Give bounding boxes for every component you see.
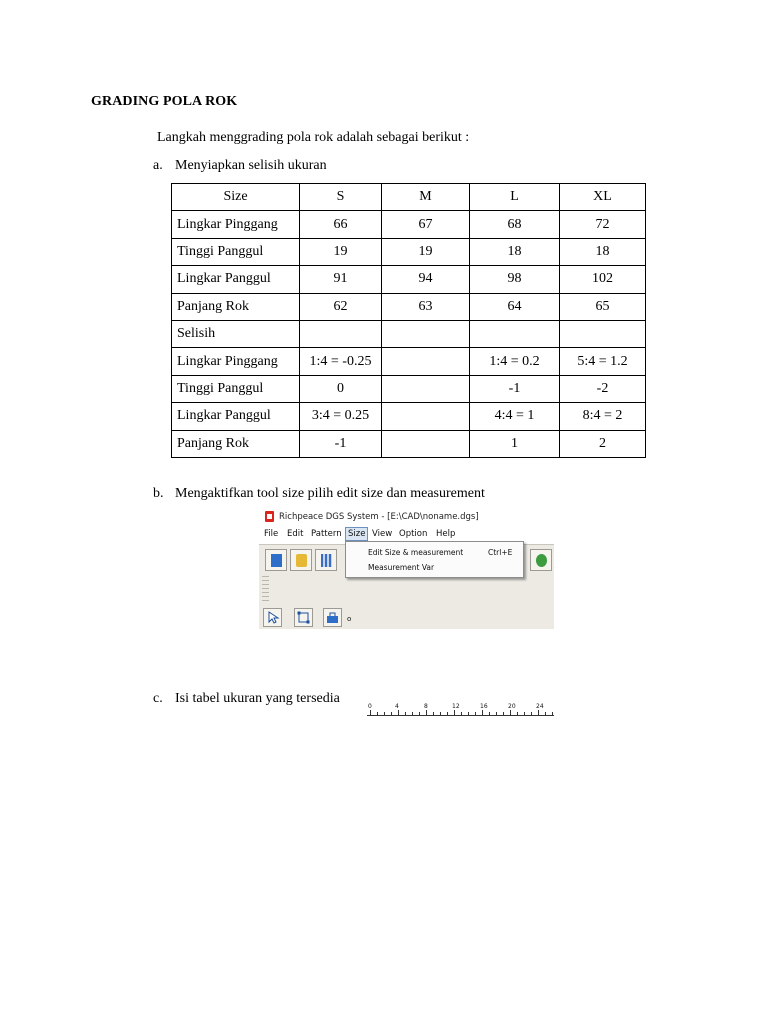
green-shape-icon — [536, 554, 547, 567]
table-cell: Panjang Rok — [172, 293, 300, 320]
ruler-tick — [538, 710, 539, 715]
ruler-tick — [503, 712, 504, 715]
new-file-button[interactable] — [265, 549, 287, 571]
step-a-text: Menyiapkan selisih ukuran — [175, 158, 327, 173]
table-cell: Lingkar Panggul — [172, 266, 300, 293]
ruler-tick — [405, 712, 406, 715]
toolbar-grip[interactable] — [262, 576, 269, 604]
table-header-cell: XL — [560, 184, 646, 211]
step-a-label: a. — [153, 158, 163, 173]
ruler-tick — [384, 712, 385, 715]
green-shape-button[interactable] — [530, 549, 552, 571]
table-cell: 18 — [470, 238, 560, 265]
table-cell — [382, 320, 470, 347]
ruler-tick — [531, 712, 532, 715]
table-cell: 65 — [560, 293, 646, 320]
ruler-tick — [517, 712, 518, 715]
size-difference-table — [171, 183, 646, 458]
table-cell — [382, 375, 470, 402]
table-row — [172, 211, 646, 238]
table-row — [172, 375, 646, 402]
table-cell: 3:4 = 0.25 — [300, 403, 382, 430]
table-cell: 64 — [470, 293, 560, 320]
table-cell: Lingkar Pinggang — [172, 211, 300, 238]
table-cell: 91 — [300, 266, 382, 293]
ruler-tick — [412, 712, 413, 715]
bag-button[interactable] — [323, 608, 342, 627]
table-header-cell: L — [470, 184, 560, 211]
table-cell — [382, 430, 470, 457]
ruler-tick — [426, 710, 427, 715]
ruler-tick — [524, 712, 525, 715]
ruler-tick — [475, 712, 476, 715]
drawing-toolbar — [259, 606, 554, 710]
table-row — [172, 266, 646, 293]
table-cell: 68 — [470, 211, 560, 238]
table-cell: 67 — [382, 211, 470, 238]
ruler-label: 16 — [480, 703, 488, 710]
table-cell: Tinggi Panggul — [172, 238, 300, 265]
step-a — [153, 158, 327, 174]
table-cell: Panjang Rok — [172, 430, 300, 457]
table-cell: 63 — [382, 293, 470, 320]
table-header-cell: S — [300, 184, 382, 211]
table-cell: 19 — [382, 238, 470, 265]
step-c-text: Isi tabel ukuran yang tersedia — [175, 691, 340, 706]
table-cell: 1:4 = 0.2 — [470, 348, 560, 375]
menu-help[interactable]: Help — [436, 529, 456, 539]
table-row — [172, 348, 646, 375]
table-cell: 98 — [470, 266, 560, 293]
ruler-tick — [461, 712, 462, 715]
table-cell: 1:4 = -0.25 — [300, 348, 382, 375]
ruler-tick — [391, 712, 392, 715]
ruler-side-label: o — [347, 615, 352, 623]
intro-paragraph: Langkah menggrading pola rok adalah sebagai berikut : — [157, 130, 470, 145]
ruler-tick — [419, 712, 420, 715]
step-c — [153, 691, 340, 707]
menu-item-measurement-var[interactable]: Measurement Var — [368, 563, 435, 572]
table-cell: 18 — [560, 238, 646, 265]
table-cell: 0 — [300, 375, 382, 402]
table-header-row — [172, 184, 646, 211]
table-cell: 102 — [560, 266, 646, 293]
menu-pattern[interactable]: Pattern — [311, 529, 342, 539]
ruler-tick — [468, 712, 469, 715]
table-row — [172, 293, 646, 320]
table-cell: 2 — [560, 430, 646, 457]
software-screenshot — [259, 508, 554, 710]
table-cell: Lingkar Pinggang — [172, 348, 300, 375]
table-cell: 62 — [300, 293, 382, 320]
ruler-label: 20 — [508, 703, 516, 710]
table-cell — [382, 348, 470, 375]
menu-size[interactable]: Size — [345, 527, 368, 541]
table-cell — [560, 320, 646, 347]
ruler-tick — [545, 712, 546, 715]
menu-view[interactable]: View — [372, 529, 393, 539]
table-cell: 19 — [300, 238, 382, 265]
new-file-icon — [271, 554, 282, 567]
size-dropdown-menu — [345, 541, 524, 578]
ruler — [367, 704, 554, 716]
table-cell: -2 — [560, 375, 646, 402]
table-cell: 94 — [382, 266, 470, 293]
menu-bar — [259, 527, 554, 542]
table-cell: -1 — [470, 375, 560, 402]
ruler-tick — [447, 712, 448, 715]
window-titlebar — [259, 508, 554, 526]
step-b — [153, 486, 485, 502]
table-cell: Selisih — [172, 320, 300, 347]
menu-option[interactable]: Option — [399, 529, 428, 539]
ruler-tick — [377, 712, 378, 715]
bag-icon — [326, 611, 339, 624]
menu-file[interactable]: File — [264, 529, 279, 539]
table-header-cell: M — [382, 184, 470, 211]
table-cell — [300, 320, 382, 347]
resize-icon — [297, 611, 310, 624]
grid-button[interactable] — [315, 549, 337, 571]
table-cell: 72 — [560, 211, 646, 238]
step-c-label: c. — [153, 691, 163, 706]
ruler-tick — [510, 710, 511, 715]
document-title: GRADING POLA ROK — [91, 94, 238, 109]
ruler-tick — [433, 712, 434, 715]
step-b-label: b. — [153, 486, 164, 501]
table-cell — [382, 403, 470, 430]
arrow-select-button[interactable] — [263, 608, 282, 627]
ruler-label: 4 — [395, 703, 399, 710]
table-cell: 1 — [470, 430, 560, 457]
secondary-toolbar — [259, 576, 554, 606]
step-b-text: Mengaktifkan tool size pilih edit size dan measurement — [175, 486, 485, 501]
table-row — [172, 238, 646, 265]
ruler-label: 0 — [368, 703, 372, 710]
ruler-tick — [398, 710, 399, 715]
ruler-tick — [482, 710, 483, 715]
table-cell: 8:4 = 2 — [560, 403, 646, 430]
resize-button[interactable] — [294, 608, 313, 627]
table-cell: 5:4 = 1.2 — [560, 348, 646, 375]
ruler-tick — [454, 710, 455, 715]
table-cell: -1 — [300, 430, 382, 457]
window-title: Richpeace DGS System - [E:\CAD\noname.dgs] — [279, 512, 479, 522]
arrow-select-icon — [267, 611, 279, 624]
ruler-tick — [440, 712, 441, 715]
open-folder-button[interactable] — [290, 549, 312, 571]
menu-item-shortcut: Ctrl+E — [488, 548, 513, 557]
app-icon — [265, 511, 274, 522]
table-cell: Lingkar Panggul — [172, 403, 300, 430]
table-row — [172, 320, 646, 347]
ruler-label: 8 — [424, 703, 428, 710]
ruler-tick — [552, 712, 553, 715]
ruler-label: 24 — [536, 703, 544, 710]
grid-icon — [321, 554, 332, 567]
table-cell — [470, 320, 560, 347]
ruler-label: 12 — [452, 703, 460, 710]
table-cell: 4:4 = 1 — [470, 403, 560, 430]
ruler-tick — [489, 712, 490, 715]
table-row — [172, 430, 646, 457]
table-cell: Tinggi Panggul — [172, 375, 300, 402]
table-cell: 66 — [300, 211, 382, 238]
open-folder-icon — [296, 554, 307, 567]
menu-edit[interactable]: Edit — [287, 529, 304, 539]
table-row — [172, 403, 646, 430]
menu-item-edit-size[interactable]: Edit Size & measurement — [368, 548, 464, 557]
ruler-tick — [370, 710, 371, 715]
ruler-tick — [496, 712, 497, 715]
table-header-cell: Size — [172, 184, 300, 211]
